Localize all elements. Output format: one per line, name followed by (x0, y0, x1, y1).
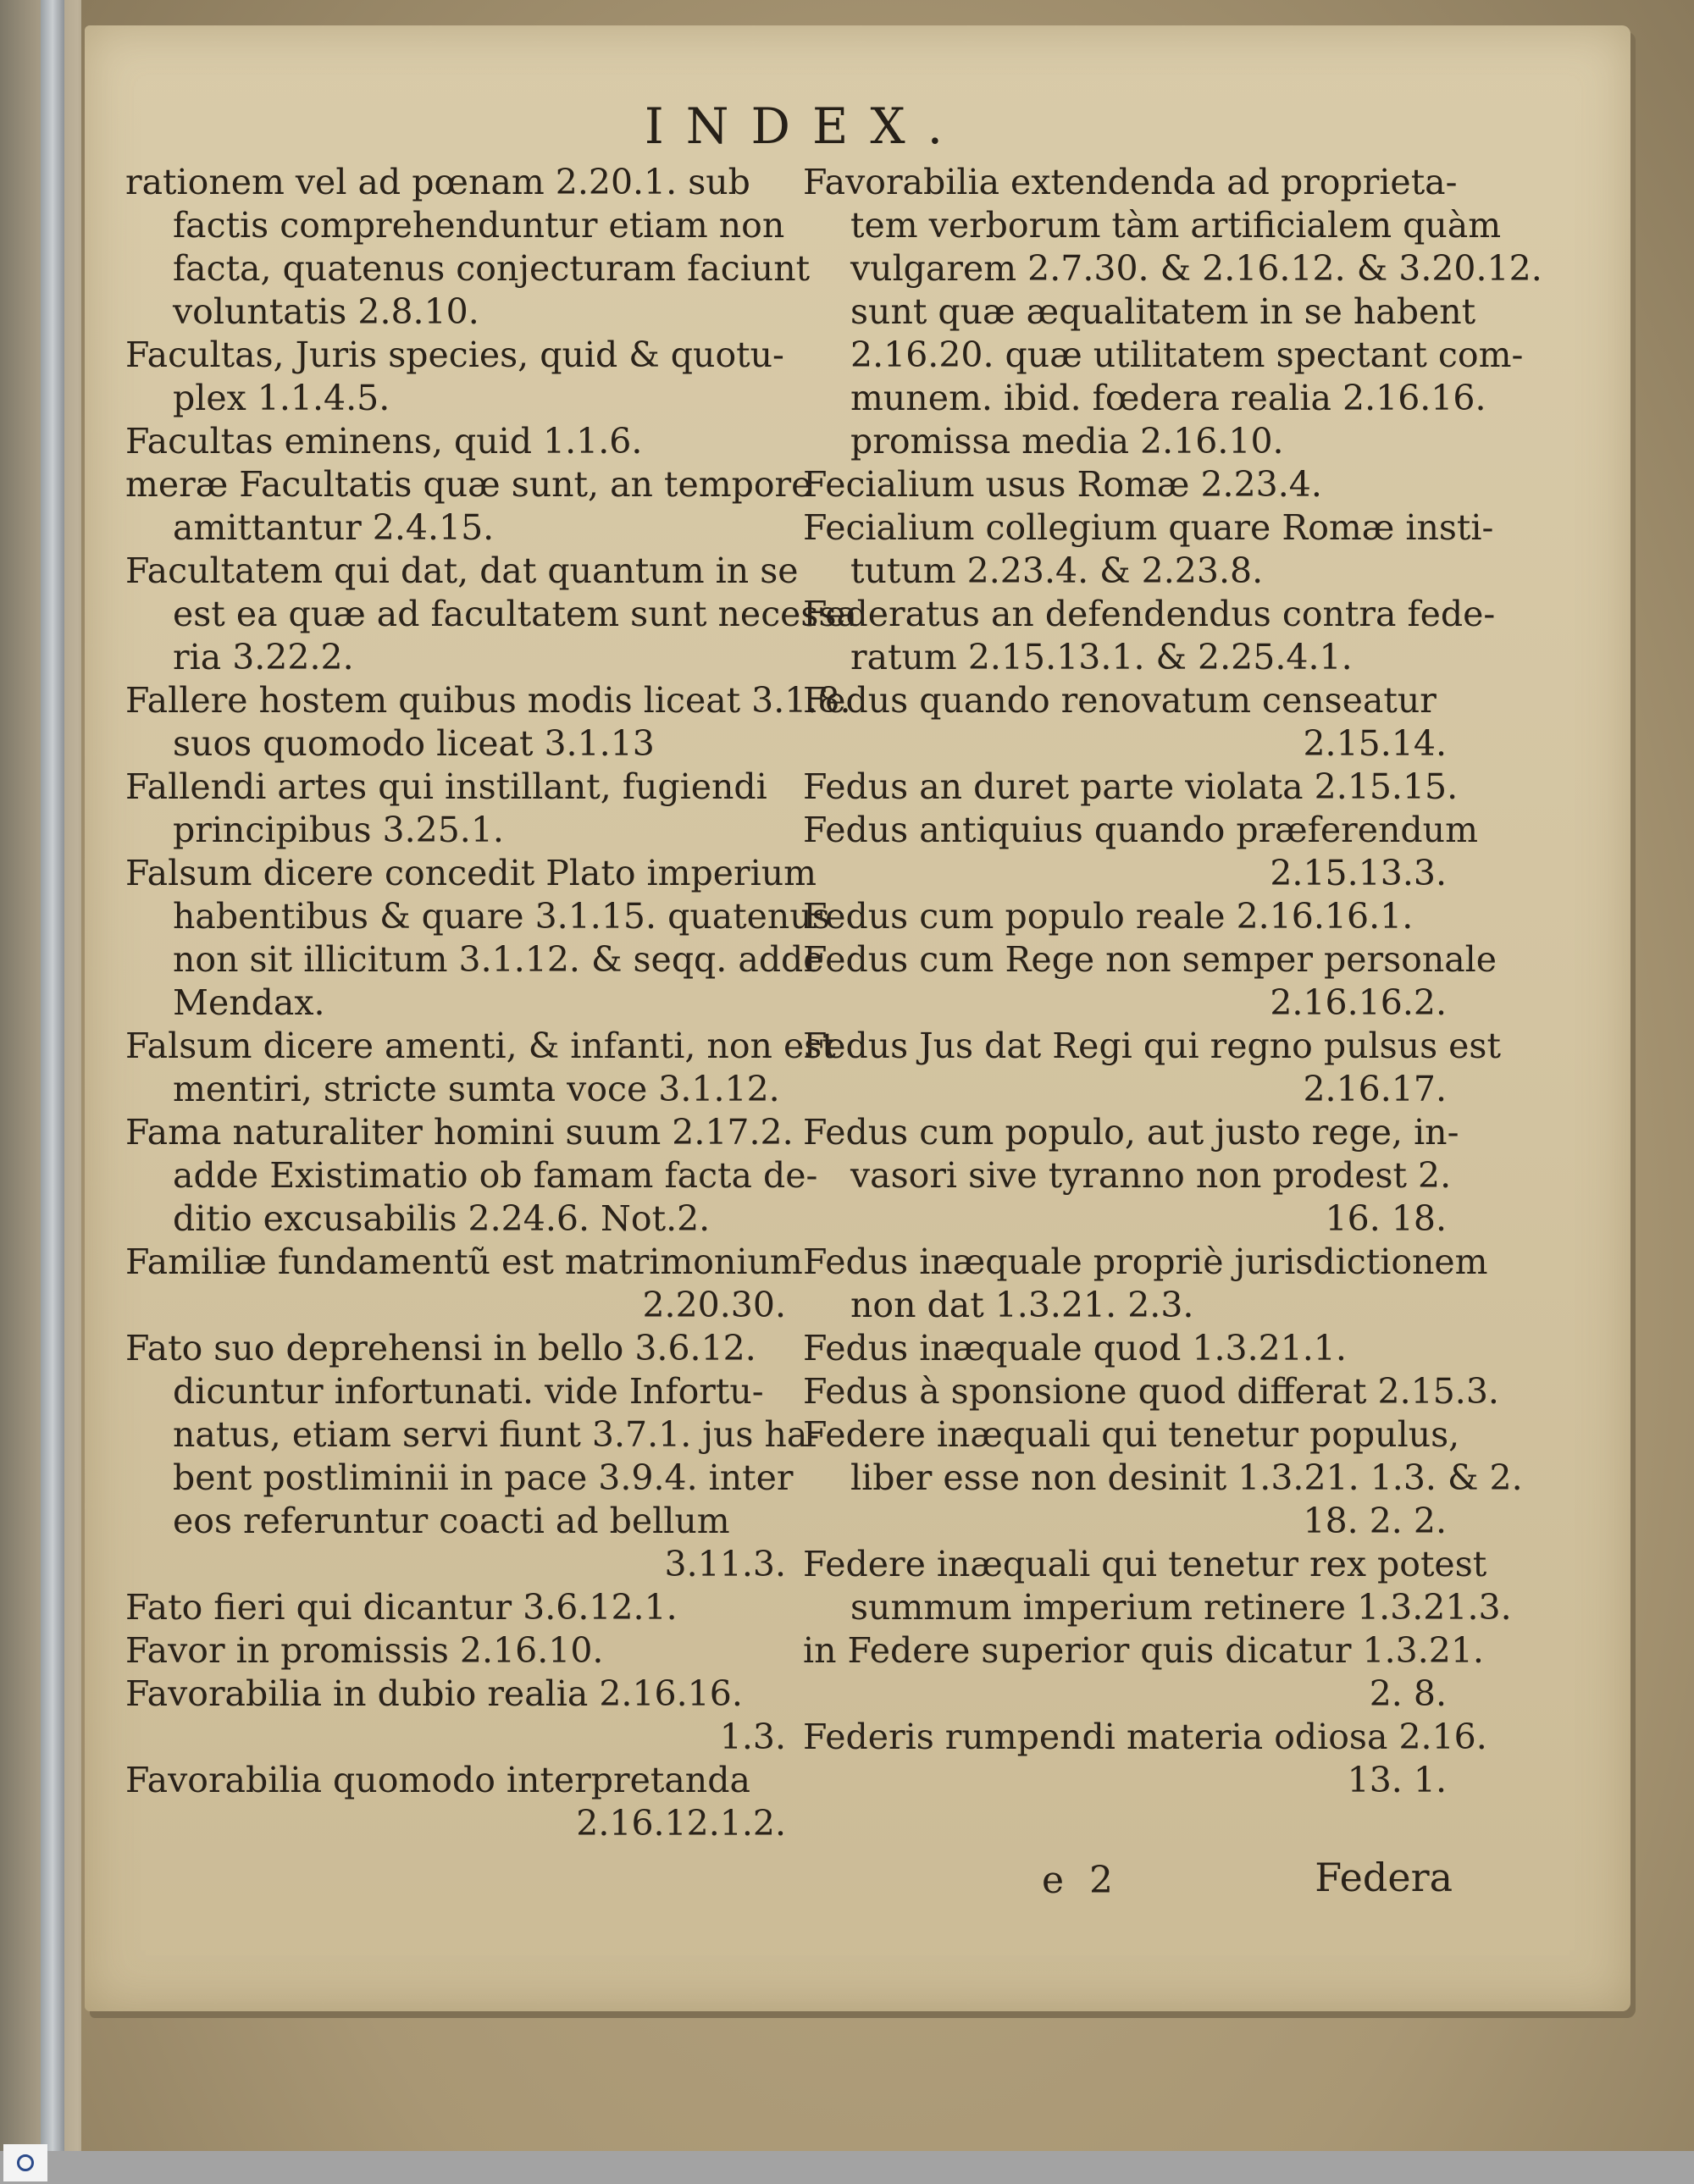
index-entry-reference: 1.3. (719, 1717, 786, 1757)
index-entry (803, 463, 1447, 506)
index-entry-line: dicuntur infortunati. vide Infortu- (173, 1371, 764, 1412)
index-entry (125, 1586, 786, 1629)
index-entry-line: Familiæ fundamentũ est matrimonium (125, 1241, 803, 1282)
index-entry (803, 593, 1496, 679)
index-entry-line: Federatus an defendendus contra fede- (803, 594, 1496, 634)
index-entry-line: liber esse non desinit 1.3.21. 1.3. & 2. (850, 1457, 1523, 1498)
index-entry-reference: 18. 2. 2. (1303, 1501, 1447, 1541)
index-entry-line: suos quomodo liceat 3.1.13 (173, 723, 655, 764)
index-entry-line: Falsum dicere concedit Plato imperium (125, 853, 817, 893)
index-entry-line: Favorabilia quomodo interpretanda (125, 1760, 750, 1800)
catchword: Federa (1315, 1855, 1453, 1900)
index-entry-line: Fecialium collegium quare Romæ insti- (803, 507, 1494, 548)
index-entry-line: eos referuntur coacti ad bellum (173, 1501, 730, 1541)
index-entry (803, 1716, 1487, 1802)
page-header: INDEX. (644, 97, 966, 155)
index-entry-line: Fedus cum populo reale 2.16.16.1. (803, 896, 1414, 937)
index-entry-line: sunt quæ æqualitatem in se habent (850, 291, 1476, 332)
index-entry-line: Favorabilia extendenda ad proprieta- (803, 162, 1458, 202)
index-entry (803, 1370, 1499, 1413)
index-entry-line: habentibus & quare 3.1.15. quatenus (173, 896, 830, 937)
index-entry-line: ditio excusabilis 2.24.6. Not.2. (173, 1198, 711, 1239)
index-entry-reference: 16. 18. (1325, 1198, 1447, 1239)
index-entry-line: non dat 1.3.21. 2.3. (850, 1285, 1194, 1325)
index-entry-reference: 2.16.12.1.2. (576, 1803, 786, 1844)
signature-mark: e 2 (1042, 1859, 1121, 1902)
index-entry-line: rationem vel ad pœnam 2.20.1. sub (125, 162, 750, 202)
index-entry (803, 679, 1447, 766)
index-entry-line: facta, quatenus conjecturam faciunt (173, 248, 811, 289)
index-entry-line: Fedus inæquale quod 1.3.21.1. (803, 1328, 1347, 1368)
index-entry (803, 1543, 1512, 1629)
index-entry-reference: 2.20.30. (642, 1285, 786, 1325)
index-entry (125, 1673, 786, 1759)
index-entry-line: est ea quæ ad facultatem sunt necessa (173, 594, 857, 634)
index-entry-line: tutum 2.23.4. & 2.23.8. (850, 550, 1264, 591)
index-entry-line: tem verborum tàm artificialem quàm (850, 205, 1502, 246)
index-entry (125, 334, 786, 420)
index-entry-reference: 2.15.14. (1303, 723, 1447, 764)
index-entry (803, 895, 1447, 938)
index-entry-line: amittantur 2.4.15. (173, 507, 495, 548)
index-entry-line: Fato fieri qui dicantur 3.6.12.1. (125, 1587, 678, 1628)
index-entry-line: promissa media 2.16.10. (850, 421, 1284, 462)
index-entry-line: vulgarem 2.7.30. & 2.16.12. & 3.20.12. (850, 248, 1542, 289)
index-entry-line: munem. ibid. fœdera realia 2.16.16. (850, 378, 1486, 418)
index-column-right (803, 161, 1542, 1802)
index-entry-line: Fedus cum Rege non semper personale (803, 939, 1497, 980)
logo-mark-icon (17, 2154, 34, 2171)
index-entry (803, 938, 1497, 1025)
index-entry (125, 679, 851, 766)
index-entry-line: 2.16.20. quæ utilitatem spectant com- (850, 335, 1524, 375)
index-entry (803, 1111, 1459, 1241)
index-entry (125, 1025, 836, 1111)
index-entry-reference: 3.11.3. (664, 1544, 786, 1584)
index-entry-line: Fedus an duret parte violata 2.15.15. (803, 766, 1459, 807)
index-entry (125, 161, 811, 334)
index-entry (803, 809, 1478, 895)
index-entry (125, 550, 857, 679)
index-entry (803, 506, 1494, 593)
index-entry-line: Facultas, Juris species, quid & quotu- (125, 335, 784, 375)
index-entry-line: Fedus cum populo, aut justo rege, in- (803, 1112, 1459, 1153)
index-entry (803, 1629, 1484, 1716)
viewer-bottom-bar (0, 2151, 1694, 2184)
index-entry (803, 1413, 1523, 1543)
index-entry-line: Fedus Jus dat Regi qui regno pulsus est (803, 1026, 1501, 1066)
index-entry (125, 1327, 820, 1586)
index-entry (803, 1025, 1501, 1111)
index-entry (125, 852, 830, 1025)
index-entry-line: in Federe superior quis dicatur 1.3.21. (803, 1630, 1484, 1671)
index-entry-reference: 2.16.16.2. (1270, 982, 1447, 1023)
index-entry-line: bent postliminii in pace 3.9.4. inter (173, 1457, 794, 1498)
index-entry-line: plex 1.1.4.5. (173, 378, 390, 418)
index-entry-line: Fallendi artes qui instillant, fugiendi (125, 766, 767, 807)
index-entry-reference: 2.16.17. (1303, 1069, 1447, 1109)
index-entry-line: Falsum dicere amenti, & infanti, non est (125, 1026, 836, 1066)
index-entry-line: Favor in promissis 2.16.10. (125, 1630, 604, 1671)
index-entry (125, 1759, 786, 1845)
index-entry (125, 420, 786, 463)
index-entry (803, 1327, 1447, 1370)
index-entry-line: natus, etiam servi fiunt 3.7.1. jus ha- (173, 1414, 820, 1455)
index-entry (125, 1111, 818, 1241)
index-entry (803, 161, 1542, 463)
index-entry-line: Fedus inæquale propriè jurisdictionem (803, 1241, 1488, 1282)
library-logo-icon (3, 2144, 47, 2181)
index-entry-line: Fedus à sponsione quod differat 2.15.3. (803, 1371, 1499, 1412)
index-entry-line: ria 3.22.2. (173, 637, 354, 677)
index-entry (125, 463, 812, 550)
index-entry-line: principibus 3.25.1. (173, 810, 504, 850)
index-entry-reference: 13. 1. (1347, 1760, 1447, 1800)
index-entry-line: factis comprehenduntur etiam non (173, 205, 785, 246)
index-entry-line: adde Existimatio ob famam facta de- (173, 1155, 818, 1196)
index-entry (125, 1241, 803, 1327)
index-entry-line: Federe inæquali qui tenetur rex potest (803, 1544, 1487, 1584)
index-entry-line: Federis rumpendi materia odiosa 2.16. (803, 1717, 1487, 1757)
index-entry-line: Fedus antiquius quando præferendum (803, 810, 1478, 850)
index-entry (803, 1241, 1488, 1327)
index-entry-line: meræ Facultatis quæ sunt, an tempore (125, 464, 812, 505)
binding-strip (41, 0, 64, 2151)
index-entry-line: vasori sive tyranno non prodest 2. (850, 1155, 1452, 1196)
index-entry-line: Fedus quando renovatum censeatur (803, 680, 1437, 721)
index-entry-line: Federe inæquali qui tenetur populus, (803, 1414, 1460, 1455)
index-entry-line: non sit illicitum 3.1.12. & seqq. adde (173, 939, 824, 980)
index-entry-line: Facultatem qui dat, dat quantum in se (125, 550, 799, 591)
index-entry-reference: 2. 8. (1369, 1673, 1447, 1714)
index-entry (803, 766, 1459, 809)
index-entry-line: Facultas eminens, quid 1.1.6. (125, 421, 643, 462)
index-entry-line: ratum 2.15.13.1. & 2.25.4.1. (850, 637, 1353, 677)
index-entry-line: Fallere hostem quibus modis liceat 3.1.8. (125, 680, 851, 721)
index-entry-reference: 2.15.13.3. (1270, 853, 1447, 893)
index-entry (125, 1629, 786, 1673)
index-entry (125, 766, 786, 852)
index-column-left (125, 161, 857, 1845)
index-entry-line: summum imperium retinere 1.3.21.3. (850, 1587, 1512, 1628)
index-entry-line: Fama naturaliter homini suum 2.17.2. (125, 1112, 794, 1153)
index-entry-line: Favorabilia in dubio realia 2.16.16. (125, 1673, 743, 1714)
index-entry-line: mentiri, stricte sumta voce 3.1.12. (173, 1069, 780, 1109)
index-entry-line: voluntatis 2.8.10. (173, 291, 479, 332)
index-entry-line: Fato suo deprehensi in bello 3.6.12. (125, 1328, 756, 1368)
index-entry-line: Mendax. (173, 982, 325, 1023)
index-entry-line: Fecialium usus Romæ 2.23.4. (803, 464, 1322, 505)
